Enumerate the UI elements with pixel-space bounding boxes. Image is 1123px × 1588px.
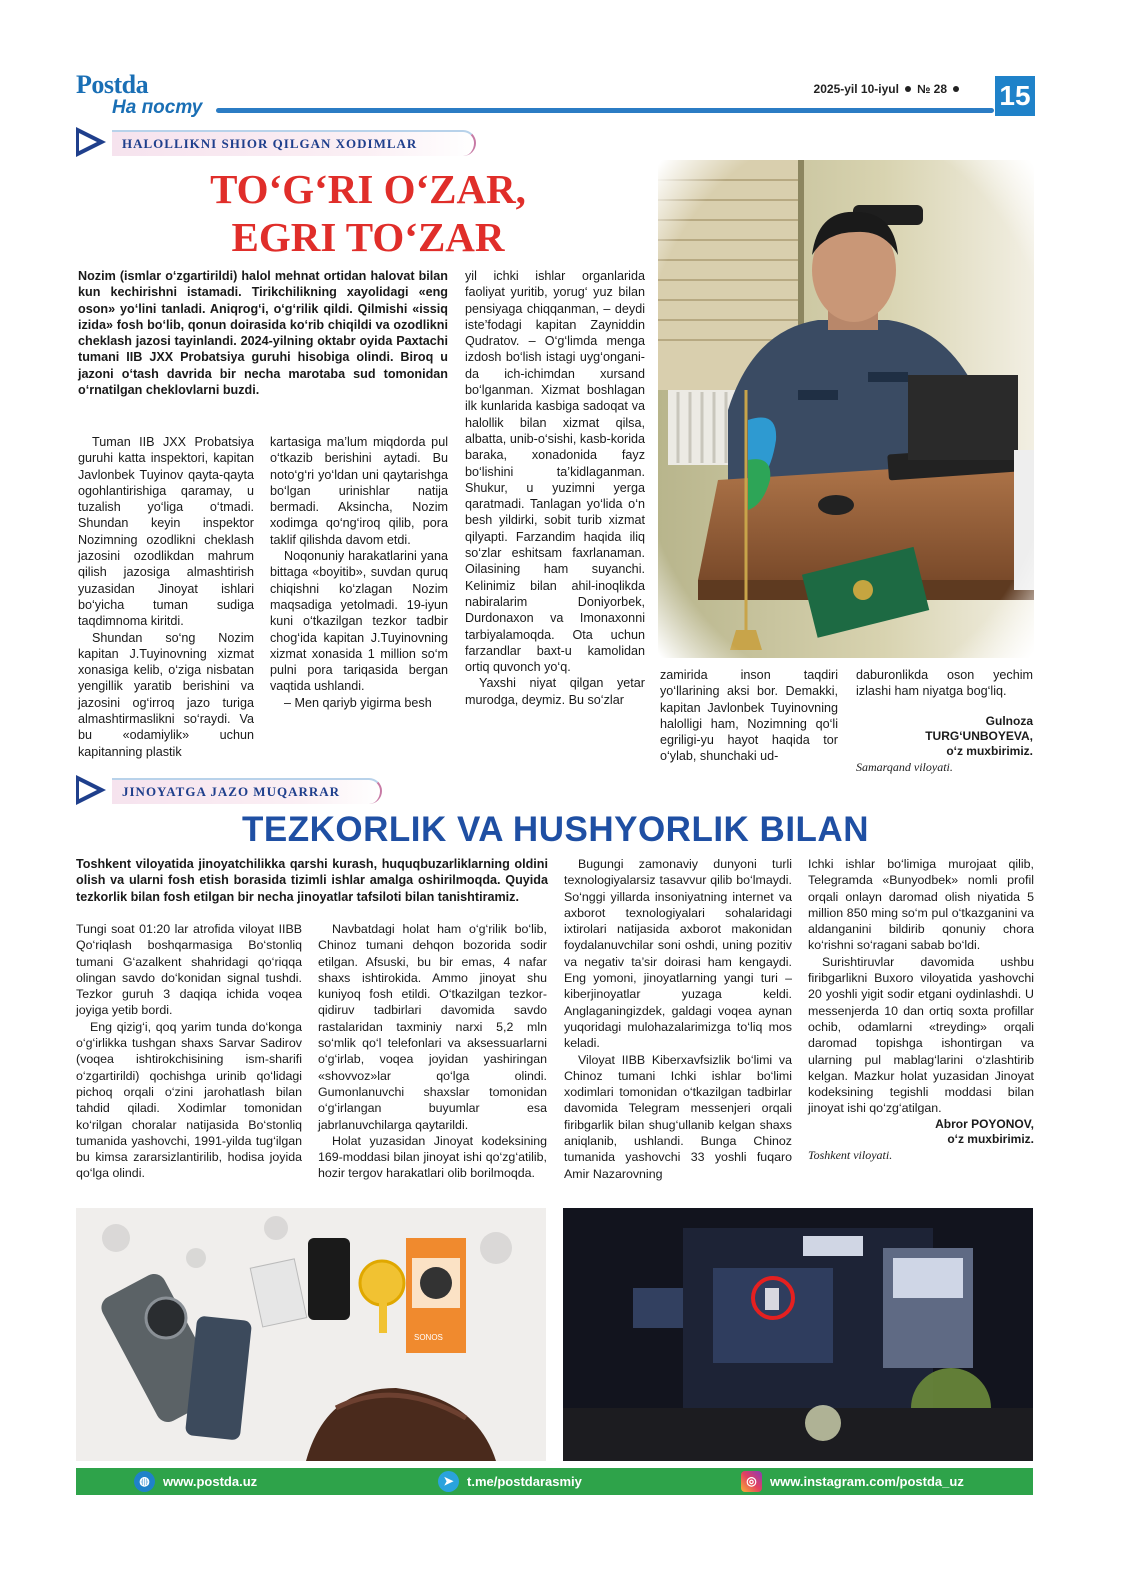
rubric-ribbon-2 <box>76 775 382 805</box>
article2-lead: Toshkent viloyatida jinoyatchilikka qarshi kurash, huquqbuzarliklarning oldini olish va ularni fosh etish borasida tizimli ishlar amalga oshirilmoqda. Quyida tezkorlik bilan fosh etilgan bir necha jinoyatlar tafsiloti bilan tanishtiramiz. <box>76 857 548 904</box>
article2-column-1 <box>76 921 302 1182</box>
rubric-label: HALOLLIKNI SHIOR QILGAN XODIMLAR <box>122 136 418 151</box>
telegram-icon: ➤ <box>438 1471 459 1492</box>
logo-wordmark: Postda <box>76 70 149 99</box>
article1-column-4 <box>660 667 838 765</box>
issue-date: 2025-yil 10-iyul <box>813 82 899 96</box>
author-name: Gulnoza <box>985 713 1033 728</box>
author-role: o‘z muxbirimiz. <box>946 743 1033 758</box>
issue-number: № 28 <box>916 82 947 96</box>
paragraph: – Men qariyb yigirma besh <box>284 695 432 710</box>
seized-items-photo <box>76 1208 546 1461</box>
issue-meta <box>814 82 965 96</box>
paragraph: zamirida inson taqdiri yo‘llarining aksi bor. Demakki, kapitan Javlonbek Tuyinovning halolligi ham, Nozimning qo‘li egriligi-yu hayot haqida tor o‘ylab, shunchaki ud- <box>660 668 838 764</box>
dateline-place: Samarqand viloyati. <box>856 759 953 774</box>
footer-instagram[interactable] <box>741 1471 964 1492</box>
telegram-link[interactable]: t.me/postdarasmiy <box>467 1474 582 1489</box>
footer-website[interactable] <box>134 1471 257 1492</box>
page-number: 15 <box>995 76 1035 116</box>
paragraph: Navbatdagi holat ham o‘g‘rilik bo‘lib, Chinoz tumani dehqon bozorida sodir etilgan. Afsuski, bu bir emas, 4 nafar shaxs ishtirokida. Ammo jinoyat shu kuniyoq fosh etildi. O‘tkazilgan tezkor-qidiruv tadbirlari davomida savdo rastalaridan taxminiy narxi 5,2 mln so‘mlik qo‘l telefonlari va aksessuarlarni o‘g‘irlab, voqea joyidan yashiringan «shovvoz»lar qo‘lga olindi. Gumonlanuvchi shaxslar tomonidan o‘g‘irlangan buyumlar esa jabrlanuvchilarga qaytarildi. <box>318 922 547 1132</box>
paragraph: Eng qizig‘i, qoq yarim tunda do‘konga o‘g‘irlikka tushgan shaxs Sarvar Sadirov (voqea ishtirokchisining ism-sharifi o‘zgartirildi) qochishga urinib qo‘lidagi pichoq orqali o‘zini jarohatlash bilan tahdid qiladi. Xodimlar tomonidan ko‘rilgan choralar natijasida Bo‘stonliq tumanida yashovchi, 1991-yilda tug‘ilgan bu kimsa zararsizlantirilib, hodisa joyida qo‘lga olindi. <box>76 1019 302 1181</box>
author-role: o‘z muxbirimiz. <box>947 1131 1034 1146</box>
dot-separator <box>905 86 911 92</box>
rubric-label: JINOYATGA JAZO MUQARRAR <box>122 784 341 799</box>
rubric-ribbon-1 <box>76 127 476 157</box>
instagram-icon: ◎ <box>741 1471 762 1492</box>
paragraph: kartasiga ma’lum miqdorda pul o‘tkazib berishini aytadi. Bu noto‘g‘ri yo‘ldan uni qaytarishga bo‘lgan urinishlar natija bermadi. Aksincha, Nozim xodimga qo‘ng‘iroq qilib, pora taklif qilishda davom etdi. <box>270 435 448 547</box>
paragraph: Bugungi zamonaviy dunyoni turli texnologiyalarsiz tasavvur qilib bo‘lmaydi. So‘nggi yillarda insoniyatning internet va axborot texnologiyalari sohalaridagi ixtirolari natijasida axborot makonidan foydalanuvchilar soni oshdi, uning pozitiv va negativ ta’sir doirasi ham kengaydi. Eng yomoni, jinoyatlarning yangi turi – kiberjinoyatlar yuzaga keldi. Anglaganingizdek, galdagi voqea aynan yuqoridagi mulohazalarimizga to‘liq mos keladi. <box>564 857 792 1051</box>
footer-telegram[interactable] <box>438 1471 582 1492</box>
cctv-photo <box>563 1208 1033 1461</box>
officer-photo <box>658 160 1034 658</box>
article2-column-2 <box>318 921 547 1182</box>
box-label: SONOS <box>414 1333 443 1342</box>
paragraph: Noqonuniy harakatlarini yana bittaga «boyitib», suvdan quruq chiqishni ko‘zlagan Nozim maqsadiga yetolmadi. 19-iyun kuni o‘tkazilgan tezkor tadbir chog‘ida kapitan J.Tuyinovning xizmat xonasida 1 million so‘m pulni pora tariqasida bergan vaqtida ushlandi. <box>270 549 448 694</box>
dateline-place: Toshkent viloyati. <box>808 1147 893 1162</box>
globe-icon: ◍ <box>134 1471 155 1492</box>
paragraph: Holat yuzasidan Jinoyat kodeksining 169-moddasi bilan jinoyat ishi qo‘zg‘atilib, hozir tergov harakatlari olib borilmoqda. <box>318 1133 547 1181</box>
author-name: Abror POYONOV, <box>935 1116 1034 1131</box>
author-surname: TURG‘UNBOYEVA, <box>925 728 1033 743</box>
paragraph: Viloyat IIBB Kiberxavfsizlik bo‘limi va Chinoz tumani Ichki ishlar bo‘limi xodimlari tomonidan o‘tkazilgan tadbirlar davomida Telegram messenjeri orqali firibgarlik bilan shug‘ullanib kelgan shaxs aniqlanib, ushlandi. Bunga Chinoz tumanida yashovchi 33 yoshli fuqaro Amir Nazarovning <box>564 1052 792 1181</box>
paragraph: Surishtiruvlar davomida ushbu firibgarlikni Buxoro viloyatida yashovchi 20 yoshli yigit sodir etgani oydinlashdi. U messenjerda 10 dan ortiq soxta profillar ochib, odamlarni «treyding» orqali daromad topishga ishontirgan va ularning pul mablag‘larini o‘zlashtirib kelgan. Mazkur holat yuzasidan Jinoyat kodeksining tegishli moddasi bilan jinoyat ishi qo‘zg‘atilgan. <box>808 954 1034 1116</box>
newspaper-logo <box>76 72 216 122</box>
paragraph: Shundan so‘ng Nozim kapitan J.Tuyinovning xizmat xonasiga kelib, o‘ziga nisbatan yengillik yaratib berishini va jazosini og‘irroq jazo turiga almashtirmaslikni so‘raydi. Va bu «odamiylik» uchun kapitanning plastik <box>78 630 254 759</box>
article2-column-4 <box>808 856 1034 1163</box>
article1-column-3 <box>465 268 645 708</box>
paragraph: Ichki ishlar bo‘limiga murojaat qilib, Telegramda «Bunyodbek» nomli profil orqali onlayn daromad olish niyatida 5 million 850 ming so‘m pul o‘tkazganini va aldanganini bildirib qonuniy chora ko‘rishni so‘ragani sabab bo‘ldi. <box>808 857 1034 953</box>
paragraph: Tungi soat 01:20 lar atrofida viloyat IIBB Qo‘riqlash boshqarmasiga Bo‘stonliq tumani G‘azalkent shahridagi qo‘riqqa olingan savdo do‘konidan signal tushdi. Tezkor guruh 3 daqiqa ichida voqea joyiga yetib bordi. <box>76 922 302 1018</box>
article1-column-1 <box>78 434 254 760</box>
paragraph: Tuman IIB JXX Probatsiya guruhi katta inspektori, kapitan Javlonbek Tuyinov qayta-qayta ogohlantirishiga qaramay, u tuzalish yo‘liga o‘tmadi. Shundan keyin inspektor Nozimning ozodlikni cheklash jazosini ozodlikdan mahrum qilish jazosiga almashtirish yuzasidan Jinoyat ishlari bo‘yicha tuman sudiga taqdimnoma kiritdi. <box>78 435 254 629</box>
logo-subtitle: На посту <box>112 97 203 118</box>
paragraph: daburonlikda oson yechim izlashi ham niyatga bog‘liq. <box>856 668 1033 699</box>
article1-column-2 <box>270 434 448 711</box>
dot-separator <box>953 86 959 92</box>
header-rule <box>216 108 994 113</box>
paragraph: Yaxshi niyat qilgan yetar murodga, deymiz. Bu so‘zlar <box>465 676 645 707</box>
website-link[interactable]: www.postda.uz <box>163 1474 258 1489</box>
article2-column-3 <box>564 856 792 1182</box>
paragraph: yil ichki ishlar organlarida faoliyat yuritib, yorug‘ yuz bilan pensiyaga chiqqanman, – deydi iste’fodagi kapitan Zayniddin Qudratov. – O‘g‘limda menga izdosh bo‘lish istagi uyg‘onganida ich-ichimdan xursand bo‘lganman. Xizmat boshlagan ilk kunlarida kasbiga sadoqat va halollik bilan xizmat qilsa, albatta, unib-o‘sishi, kasb-korida baraka, xonadonida fayz bo‘lishini ta’kidlaganman. Shukur, u yuzimni yerga qaratmadi. Tanlagan yo‘lida o‘n besh yildirki, sobit turib xizmat qilyapti. Farzandim haqida iliq so‘zlar eshitsam faxrlanaman. Oilasining ham suyanchi. Kelinimiz bilan ahil-inoqlikda nabiralarim Doniyorbek, Durdonaxon va Imonaxonni tarbiyalamoqda. Ota uchun farzandlar baxt-u kamolidan ortiq quvonch yo‘q. <box>465 269 645 675</box>
article2-headline: TEZKORLIK VA HUSHYORLIK BILAN <box>242 810 869 849</box>
instagram-link[interactable]: www.instagram.com/postda_uz <box>770 1474 964 1489</box>
footer-bar <box>76 1468 1033 1495</box>
article1-lead: Nozim (ismlar o‘zgartirildi) halol mehnat ortidan halovat bilan kun kechirishni istamadi. Tirikchilikning xayolidagi «eng oson» yo‘lini tanladi. Aniqrog‘i, o‘g‘rilik qildi. Qilmishi «issiq izida» fosh bo‘lib, qonun doirasida ko‘rib chiqildi va ozodlikni cheklash jazosi tayinlandi. 2024-yilning oktabr oyida Paxtachi tumani IIB JXX Probatsiya guruhi hisobiga olindi. Biroq u jazoni o‘tash davrida bir necha marotaba sud tomonidan o‘rnatilgan cheklovlarni buzdi. <box>78 269 448 398</box>
article1-headline: TO‘G‘RI O‘ZAR, EGRI TO‘ZAR <box>210 166 526 260</box>
article1-column-5 <box>856 667 1033 775</box>
